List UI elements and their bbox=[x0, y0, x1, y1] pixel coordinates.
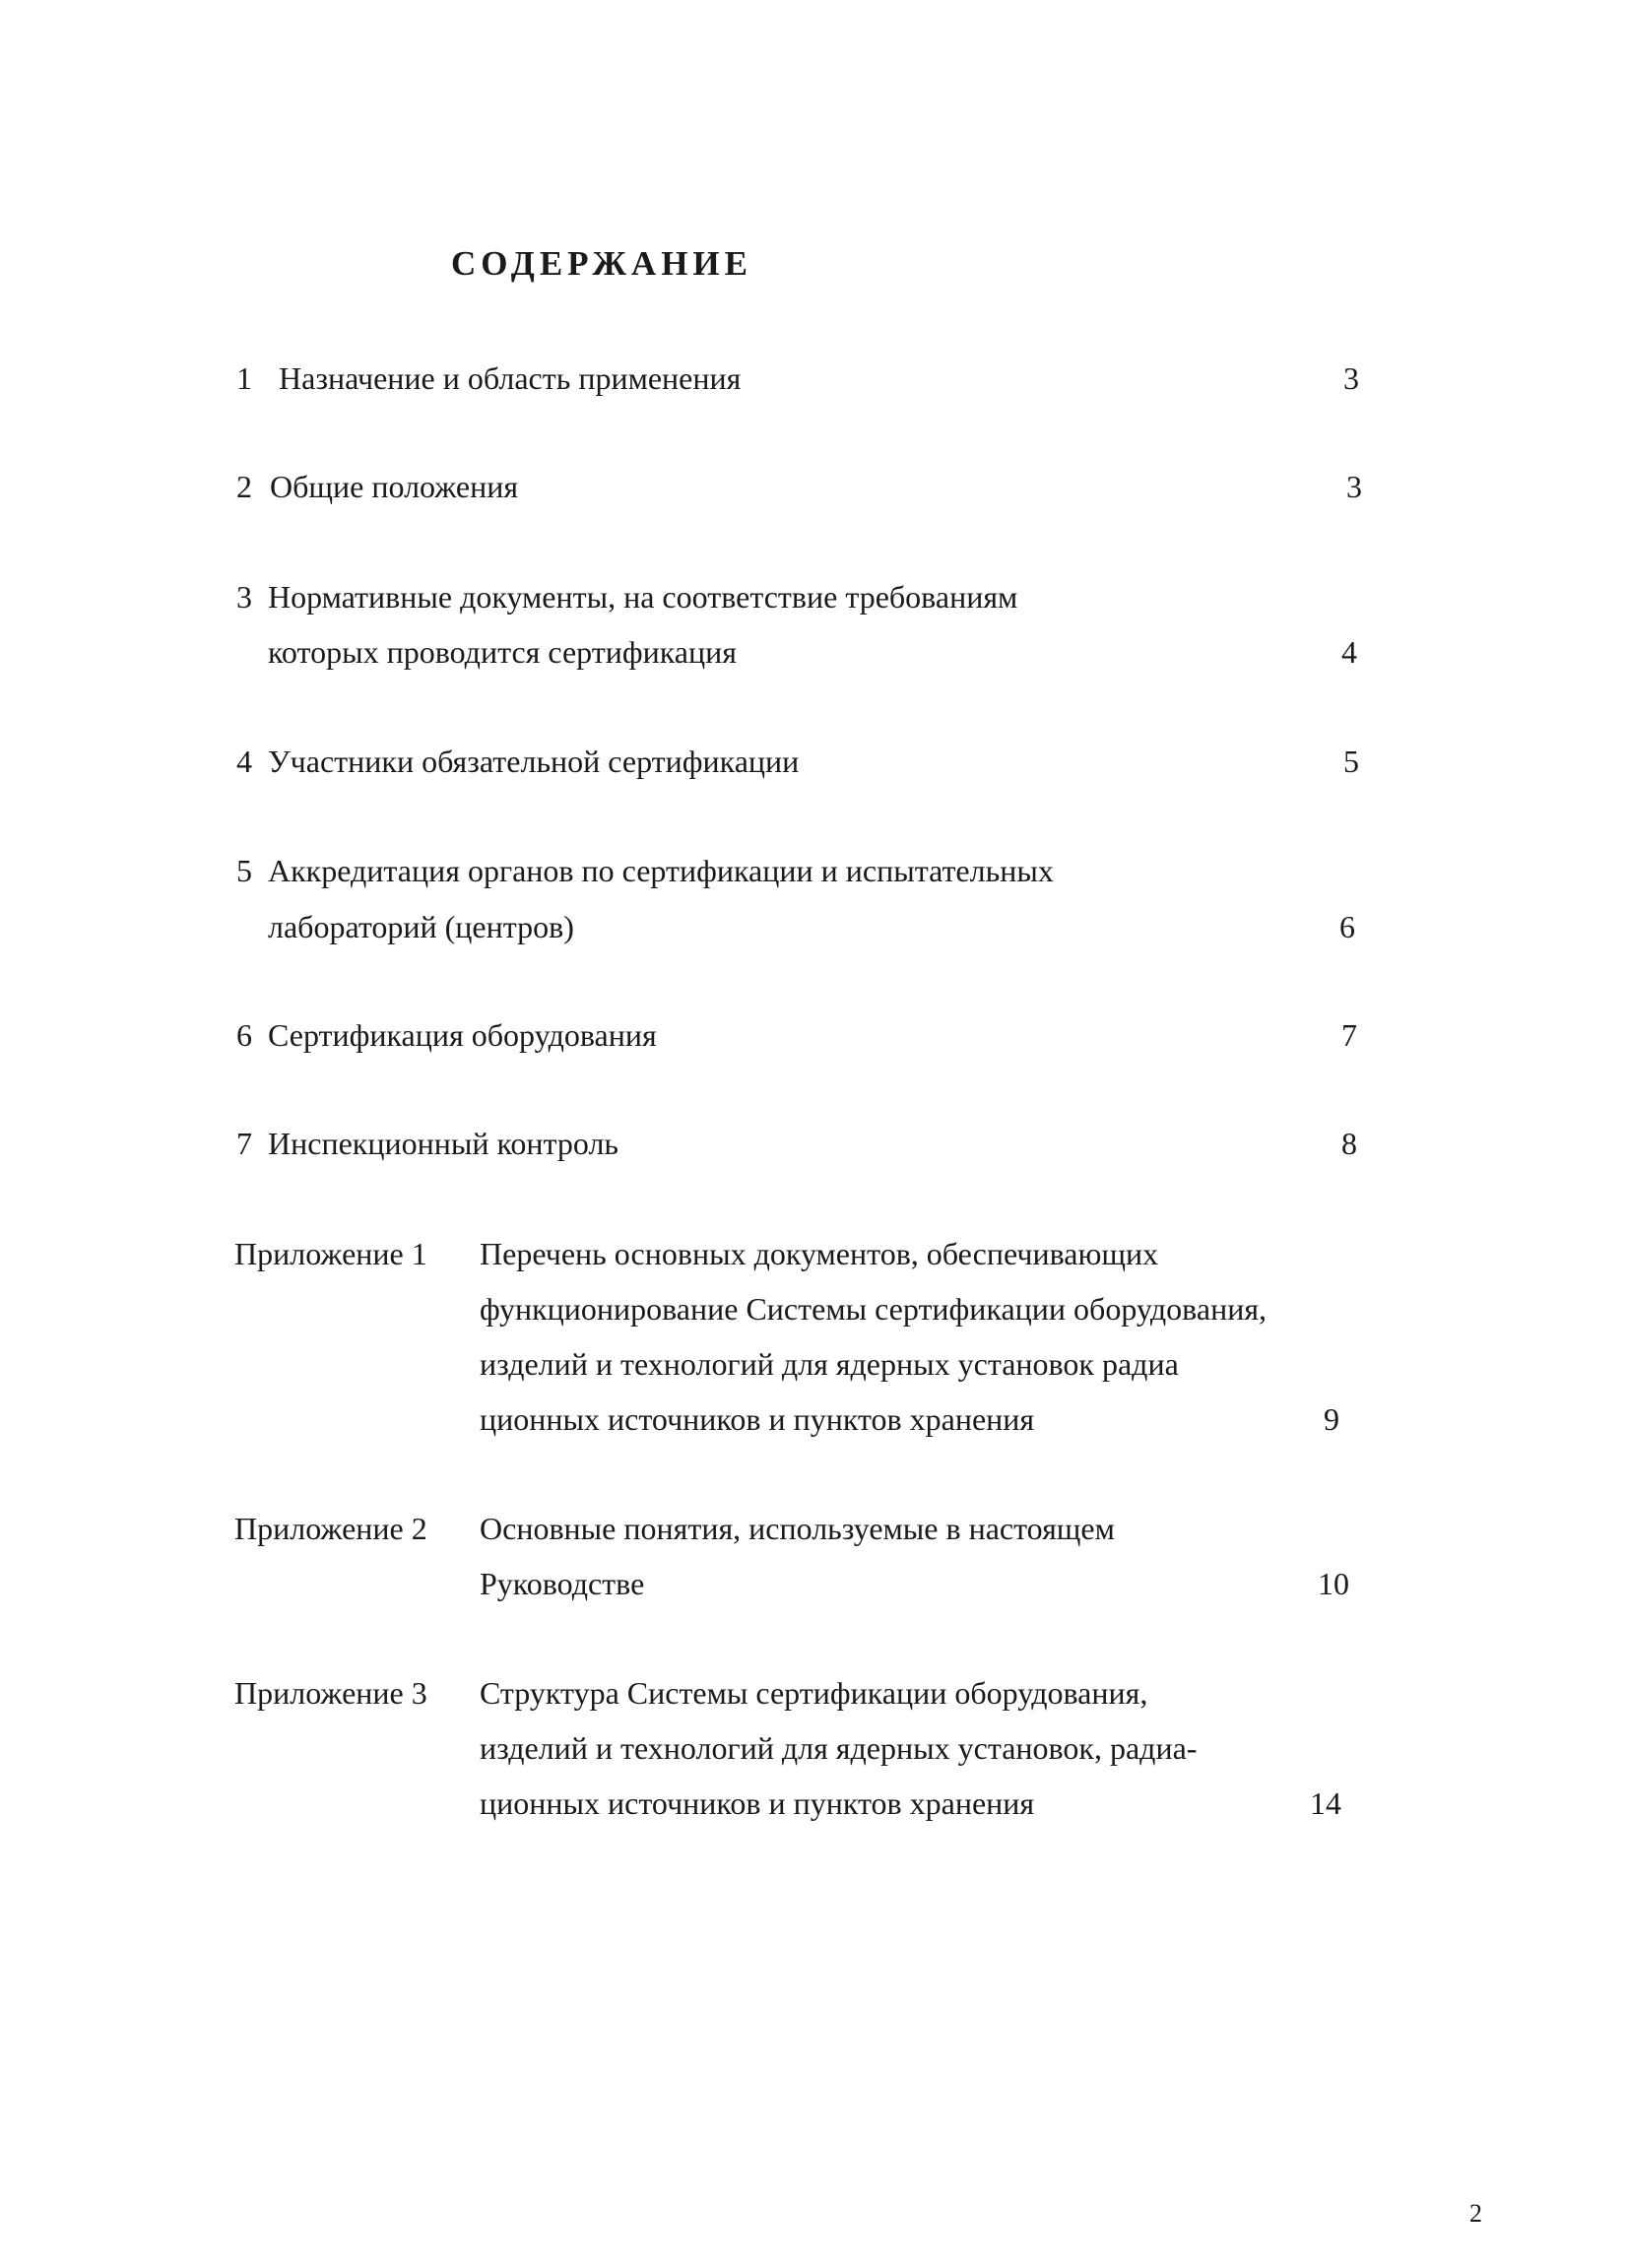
appendix-1-page: 9 bbox=[1324, 1401, 1339, 1437]
toc-entry-3-title-line-1: Нормативные документы, на соответствие требованиям bbox=[268, 579, 1018, 615]
toc-entry-7-page: 8 bbox=[1341, 1126, 1357, 1161]
toc-entry-7-number: 7 bbox=[236, 1126, 252, 1161]
page-title: СОДЕРЖАНИЕ bbox=[451, 244, 753, 283]
toc-entry-1-number: 1 bbox=[236, 360, 252, 396]
toc-entry-4-title: Участники обязательной сертификации bbox=[268, 744, 800, 779]
toc-entry-6-page: 7 bbox=[1341, 1017, 1357, 1053]
appendix-1-title-line-4: ционных источников и пунктов хранения bbox=[480, 1401, 1035, 1437]
appendix-3-title-line-1: Структура Системы сертификации оборудования, bbox=[480, 1675, 1148, 1711]
toc-entry-5-title-line-2: лабораторий (центров) bbox=[268, 909, 574, 944]
appendix-3-page: 14 bbox=[1310, 1785, 1341, 1821]
appendix-1-title-line-2: функционирование Системы сертификации оборудования, bbox=[480, 1291, 1268, 1327]
appendix-2-label: Приложение 2 bbox=[234, 1511, 427, 1546]
toc-entry-6-title: Сертификация оборудования bbox=[268, 1017, 657, 1053]
appendix-3-label: Приложение 3 bbox=[234, 1675, 427, 1711]
toc-entry-4-page: 5 bbox=[1343, 744, 1359, 779]
toc-entry-3-page: 4 bbox=[1341, 634, 1357, 670]
appendix-1-label: Приложение 1 bbox=[234, 1236, 427, 1271]
toc-entry-1-title: Назначение и область применения bbox=[279, 360, 742, 396]
appendix-2-title-line-1: Основные понятия, используемые в настоящем bbox=[480, 1511, 1115, 1546]
toc-entry-1-page: 3 bbox=[1343, 360, 1359, 396]
toc-entry-4-number: 4 bbox=[236, 744, 252, 779]
toc-entry-7-title: Инспекционный контроль bbox=[268, 1126, 618, 1161]
toc-entry-2-title: Общие положения bbox=[270, 469, 519, 504]
appendix-2-page: 10 bbox=[1318, 1566, 1349, 1601]
appendix-1-title-line-3: изделий и технологий для ядерных установок радиа bbox=[480, 1346, 1179, 1382]
toc-entry-2-number: 2 bbox=[236, 469, 252, 504]
toc-entry-6-number: 6 bbox=[236, 1017, 252, 1053]
toc-entry-3-title-line-2: которых проводится сертификация bbox=[268, 634, 737, 670]
page-number: 2 bbox=[1469, 2199, 1482, 2228]
toc-entry-2-page: 3 bbox=[1346, 469, 1362, 504]
appendix-3-title-line-2: изделий и технологий для ядерных установок, радиа- bbox=[480, 1730, 1198, 1766]
appendix-3-title-line-3: ционных источников и пунктов хранения bbox=[480, 1785, 1035, 1821]
appendix-1-title-line-1: Перечень основных документов, обеспечивающих bbox=[480, 1236, 1159, 1271]
appendix-2-title-line-2: Руководстве bbox=[480, 1566, 645, 1601]
toc-entry-5-number: 5 bbox=[236, 853, 252, 888]
toc-entry-5-title-line-1: Аккредитация органов по сертификации и испытательных bbox=[268, 853, 1054, 888]
toc-entry-3-number: 3 bbox=[236, 579, 252, 615]
toc-entry-5-page: 6 bbox=[1339, 909, 1355, 944]
